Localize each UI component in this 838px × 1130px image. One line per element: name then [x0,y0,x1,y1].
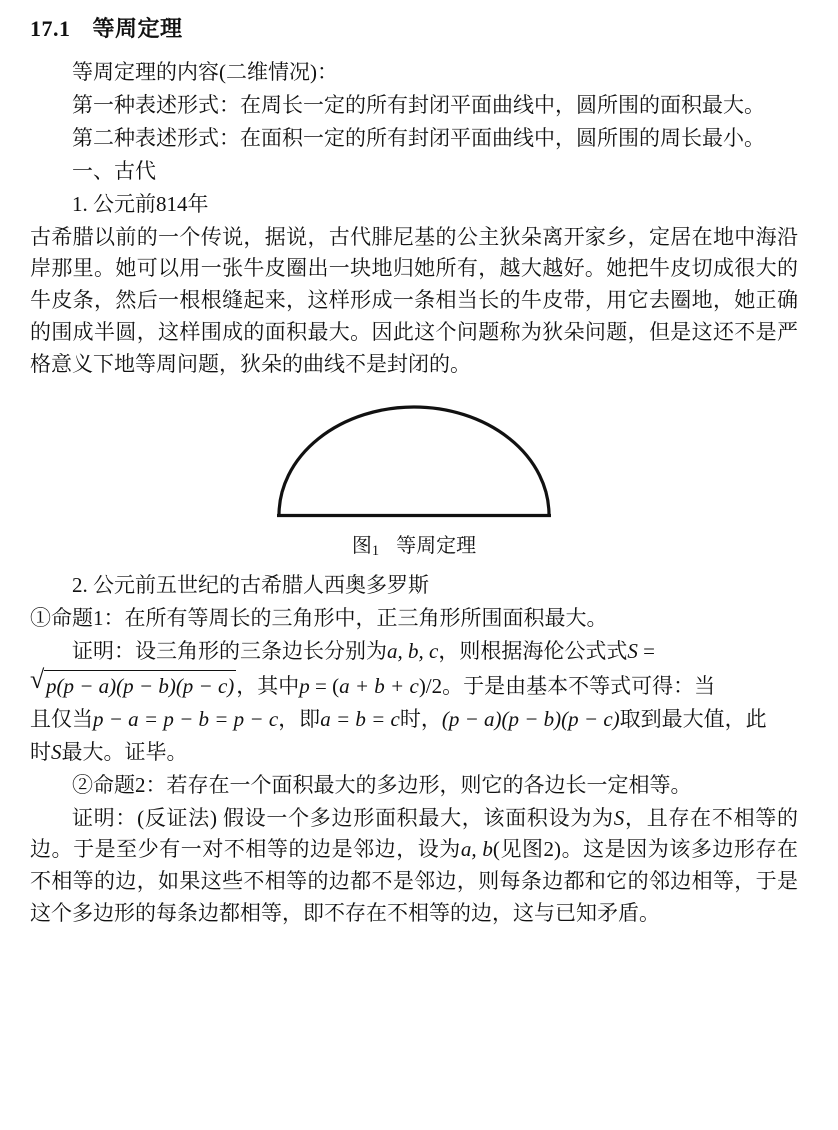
proof-2-math-s: S [613,805,625,830]
proof-1-line-1 [30,636,798,668]
item-2-title: 2. 公元前五世纪的古希腊人西奥多罗斯 [72,573,429,598]
proof-2 [30,803,798,931]
semicircle-diagram [264,397,564,527]
figure-caption [30,529,798,560]
proof-1-math-eq2: a = b = c [320,706,400,731]
paragraph-statement-2: 第二种表述形式：在面积一定的所有封闭平面曲线中，圆所围的周长最小。 [72,125,765,150]
proof-1-text-qed: 最大。证毕。 [61,739,188,764]
square-root-expression [30,664,236,703]
proof-1-text-time: 时 [30,739,51,764]
proof-2-text-e: (见图2)。这是因为该多边形存在不相等的边，如果这些不相等的边都不是邻边，则每条边都和它的邻边相等，于是这个多边形的每条边都相等，即不存在不相等的边，这与已知矛盾。 [30,837,798,926]
proof-1-math-s2: S [51,739,62,764]
proof-1-text-when: 时， [399,706,442,731]
paragraph-intro: 等周定理的内容(二维情况)： [72,60,338,84]
item-1-body: 古希腊以前的一个传说，据说，古代腓尼基的公主狄朵离开家乡，定居在地中海沿岸那里。她可以用一张牛皮圈出一块地归她所有，越大越好。她把牛皮切成很大的牛皮条，然后一根根缝起来，这样形成一条相当长的牛皮带，用它去圈地，她正确的围成半圆，这样围成的面积最大。因此这个问题称为狄朵问题，但是这还不是严格意义下地等周问题，狄朵的曲线不是封闭的。 [30,224,798,377]
proof-1-math-sum: a + b + c [339,673,419,698]
radicand: p(p − a)(p − b)(p − c) [44,670,236,703]
page-title [30,12,798,43]
proof-1-math-p: p [299,673,310,698]
proof-2-text-c: ，且存在不相等的边。于是至少有一对不相等的边是邻边，设为 [30,805,799,862]
figure-number: 1 [371,543,380,560]
section-title: 等周定理 [92,16,183,41]
proof-1-text-a: 证明：设三角形的三条边长分别为 [72,639,387,664]
section-number: 17.1 [30,16,71,41]
proof-1-close: )/2 [418,673,443,698]
proof-1-text-that-is: ，即 [278,706,321,731]
proposition-1: ①命题1：在所有等周长的三角形中，正三角形所围面积最大。 [30,606,608,631]
proof-1-line-2 [30,664,798,703]
proof-1-math-eq1: p − a = p − b = p − c [93,706,279,731]
proof-1-math-product: (p − a)(p − b)(p − c) [441,706,620,731]
proof-1-line-3 [30,704,798,736]
figure-caption-text: 等周定理 [396,535,477,558]
figure-label: 图1 [351,535,380,560]
proof-1-text-max: 取到最大值，此 [619,706,767,731]
proof-1-text-iff: 且仅当 [30,706,93,731]
proposition-2: ②命题2：若存在一个面积最大的多边形，则它的各边长一定相等。 [72,772,692,797]
proof-1-math-abc: a, b, c [387,639,439,664]
proof-1-equals: = [643,639,655,664]
proof-1-text-c: ，则根据海伦公式式 [438,639,628,664]
figure-semicircle [30,397,798,560]
item-1-title: 1. 公元前814年 [72,191,209,216]
proof-2-text-a: 证明：(反证法) 假设一个多边形面积最大，该面积设为为 [72,805,614,830]
proof-1-text-where: ，其中 [236,673,300,698]
proof-1-math-s: S [627,639,638,664]
proof-2-math-ab: a, b [460,837,493,862]
proof-1-line-4 [30,737,798,769]
subheading-ancient: 一、古代 [72,158,156,183]
paragraph-statement-1: 第一种表述形式：在周长一定的所有封闭平面曲线中，圆所围的面积最大。 [72,92,765,117]
radical-icon: √ [30,664,45,694]
proof-1-open: = ( [315,673,340,698]
proof-1-text-ineq: 。于是由基本不等式可得：当 [442,673,716,698]
